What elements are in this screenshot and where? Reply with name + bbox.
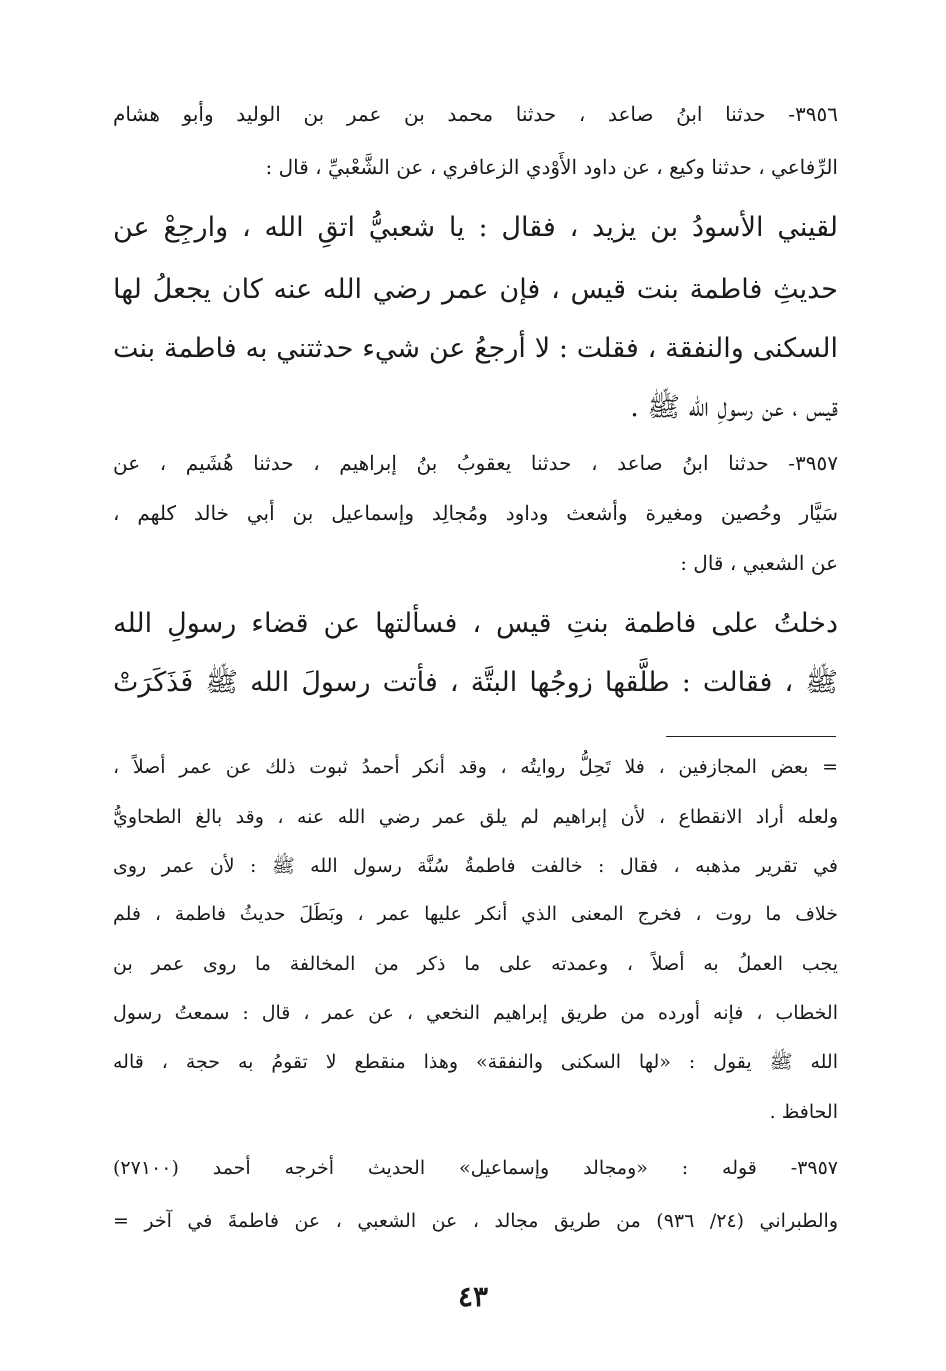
hadith-3957-matn-line-1: دخلتُ على فاطمة بنتِ قيس ، فسألتها عن قضاء رسولِ الله — [113, 608, 838, 639]
footnote-continuation-line-4: خلاف ما روت ، فخرج المعنى الذي أنكر عليها عمر ، وبَطَلَ حديثُ فاطمة ، فلم — [113, 903, 838, 925]
footnote-separator — [666, 736, 836, 737]
footnote-continuation-line-2: ولعله أراد الانقطاع ، لأن إبراهيم لم يلق عمر رضي الله عنه ، وقد بالغ الطحاويُّ — [113, 806, 838, 828]
footnote-continuation-line-1: = بعض المجازفين ، فلا تَحِلُّ روايتُه ، وقد أنكر أحمدُ ثبوت ذلك عن عمر أصلاً ، — [113, 756, 838, 778]
page-number: ٤٣ — [457, 1280, 489, 1313]
footnote-continuation-line-3: في تقرير مذهبه ، فقال : خالفت فاطمةُ سُنَّة رسول الله ﷺ : لأن عمر روى — [113, 855, 838, 877]
hadith-3957-isnad-line-2: سَيَّار وحُصين ومغيرة وأشعث وداود ومُجالِد وإسماعيل بن أبي خالد كلهم ، — [113, 501, 838, 525]
footnote-continuation-line-8: الحافظ . — [769, 1101, 838, 1123]
hadith-3956-matn-line-2: حديثِ فاطمة بنت قيس ، فإن عمر رضي الله عنه كان يجعلُ لها — [113, 274, 838, 305]
footnote-3957-line-1: ٣٩٥٧- قوله : «ومجالد وإسماعيل» الحديث أخرجه أحمد (٢٧١٠٠) — [113, 1157, 838, 1179]
hadith-3956-matn-line-4: قيس ، عن رسولِ الله ﷺ . — [630, 392, 838, 423]
hadith-3956-matn-line-1: لقيني الأسودُ بن يزيد ، فقال : يا شعبيُّ اتقِ الله ، وارجِعْ عن — [113, 212, 838, 243]
hadith-3956-matn-line-3: السكنى والنفقة ، فقلت : لا أرجعُ عن شيء حدثتني به فاطمة بنت — [113, 333, 838, 364]
hadith-3957-matn-line-2: ﷺ ، فقالت : طلَّقها زوجُها البتَّة ، فأتت رسولَ الله ﷺ فَذَكَرَتْ — [113, 667, 838, 698]
hadith-3956-isnad-line-2: الرِّفاعي ، حدثنا وكيع ، عن داود الأَوْدي الزعافري ، عن الشَّعْبيِّ ، قال : — [265, 155, 838, 179]
hadith-3956-isnad-line-1: ٣٩٥٦- حدثنا ابنُ صاعد ، حدثنا محمد بن عمر بن الوليد وأبو هشام — [113, 102, 838, 126]
footnote-continuation-line-5: يجب العملُ به أصلاً ، وعمدته على ما ذكر من المخالفة ما روى عمر بن — [113, 953, 838, 975]
footnote-continuation-line-6: الخطاب ، فإنه أورده من طريق إبراهيم النخعي ، عن عمر ، قال : سمعتُ رسول — [113, 1002, 838, 1024]
footnote-continuation-line-7: الله ﷺ يقول : «لها السكنى والنفقة» وهذا منقطع لا تقومُ به حجة ، قاله — [113, 1051, 838, 1073]
hadith-3957-isnad-line-1: ٣٩٥٧- حدثنا ابنُ صاعد ، حدثنا يعقوبُ بنُ إبراهيم ، حدثنا هُشَيم ، عن — [113, 451, 838, 475]
footnote-3957-line-2: والطبراني (٢٤/ ٩٣٦) من طريق مجالد ، عن الشعبي ، عن فاطمةَ في آخر = — [113, 1210, 838, 1232]
hadith-3957-isnad-line-3: عن الشعبي ، قال : — [680, 551, 838, 575]
